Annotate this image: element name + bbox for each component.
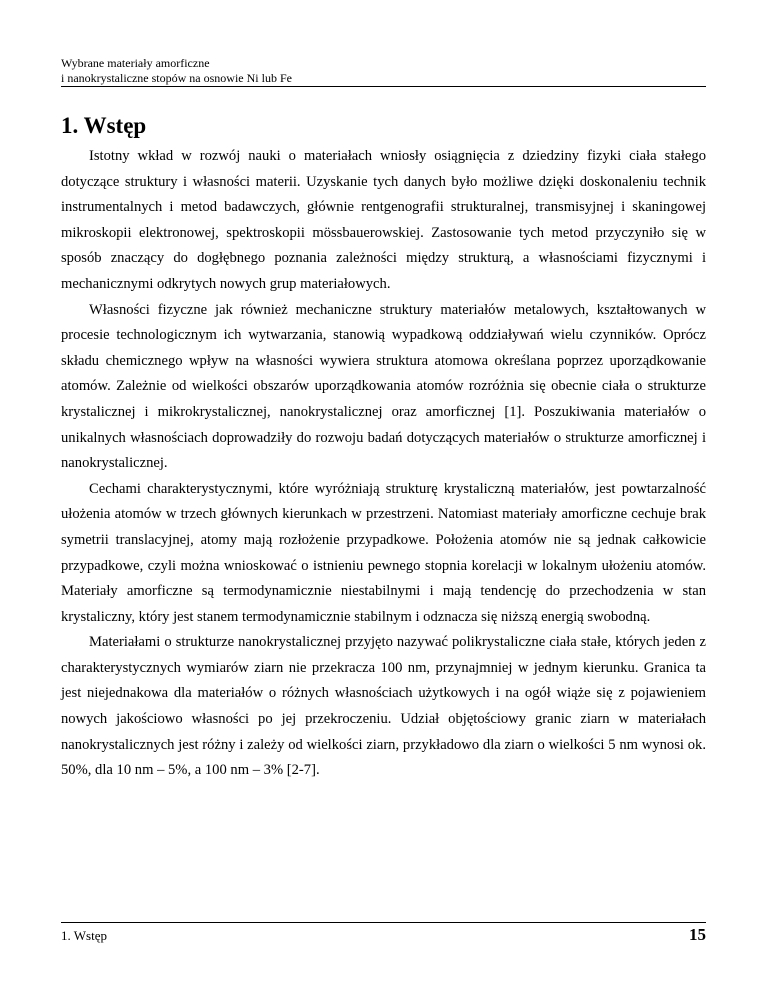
chapter-title: 1. Wstęp [61, 113, 147, 138]
running-header-line-2: i nanokrystaliczne stopów na osnowie Ni lub Fe [61, 71, 292, 85]
running-header [61, 56, 711, 86]
footer-rule [61, 922, 706, 923]
paragraph: Cechami charakterystycznymi, które wyróżniają strukturę krystaliczną materiałów, jest powtarzalność ułożenia atomów w trzech głównych kierunkach w przestrzeni. Natomiast materiały amorficzne cechuje brak symetrii translacyjnej, atomy mają rozłożenie przypadkowe. Położenia atomów nie są jednak całkowicie przypadkowe, czyli można wnioskować o istnieniu pewnego stopnia korelacji w lokalnym ułożeniu atomów. Materiały amorficzne są termodynamicznie niestabilnymi i mają tendencję do przechodzenia w stan krystaliczny, który jest stanem termodynamicznie stabilnym i odznacza się niższą energią swobodną. [61, 480, 706, 625]
paragraph: Własności fizyczne jak również mechaniczne struktury materiałów metalowych, kształtowanych w procesie technologicznym ich wytwarzania, stanowią wypadkową oddziaływań wielu czynników. Oprócz składu chemicznego wpływ na własności wywiera struktura atomowa określana poprzez uporządkowanie atomów. Zależnie od wielkości obszarów uporządkowania atomów rozróżnia się obecnie ciała o strukturze krystalicznej i mikrokrystalicznej, nanokrystalicznej oraz amorficznej [1]. Poszukiwania materiałów o unikalnych własnościach doprowadziły do rozwoju badań dotyczących materiałów o strukturze amorficznej i nanokrystalicznej. [61, 301, 706, 472]
running-header-line-1: Wybrane materiały amorficzne [61, 56, 210, 70]
paragraph: Materiałami o strukturze nanokrystalicznej przyjęto nazywać polikrystaliczne ciała stałe, których jeden z charakterystycznych wymiarów ziarn nie przekracza 100 nm, przynajmniej w jednym kierunku. Granica ta jest niejednakowa dla materiałów o różnych własnościach użytkowych i na ogół wiąże się z pojawieniem nowych jakościowo własności po jej przekroczeniu. Udział objętościowy granic ziarn w materiałach nanokrystalicznych jest różny i zależy od wielkości ziarn, przykładowo dla ziarn o wielkości 5 nm wynosi ok. 50%, dla 10 nm – 5%, a 100 nm – 3% [2-7]. [61, 634, 706, 779]
page-number: 15 [689, 925, 706, 944]
header-rule [61, 86, 706, 87]
body-text [61, 144, 706, 784]
footer-section-label: 1. Wstęp [61, 928, 107, 943]
paragraph: Istotny wkład w rozwój nauki o materiałach wniosły osiągnięcia z dziedziny fizyki ciała stałego dotyczące struktury i własności materii. Uzyskanie tych danych było możliwe dzięki doskonaleniu technik instrumentalnych i metod badawczych, głównie rentgenografii strukturalnej, transmisyjnej i skaningowej mikroskopii elektronowej, spektroskopii mössbauerowskiej. Zastosowanie tych metod przyczyniło się w sposób znaczący do dogłębnego poznania zależności między strukturą, a własnościami fizycznymi i mechanicznymi odkrytych nowych grup materiałowych. [61, 148, 706, 292]
